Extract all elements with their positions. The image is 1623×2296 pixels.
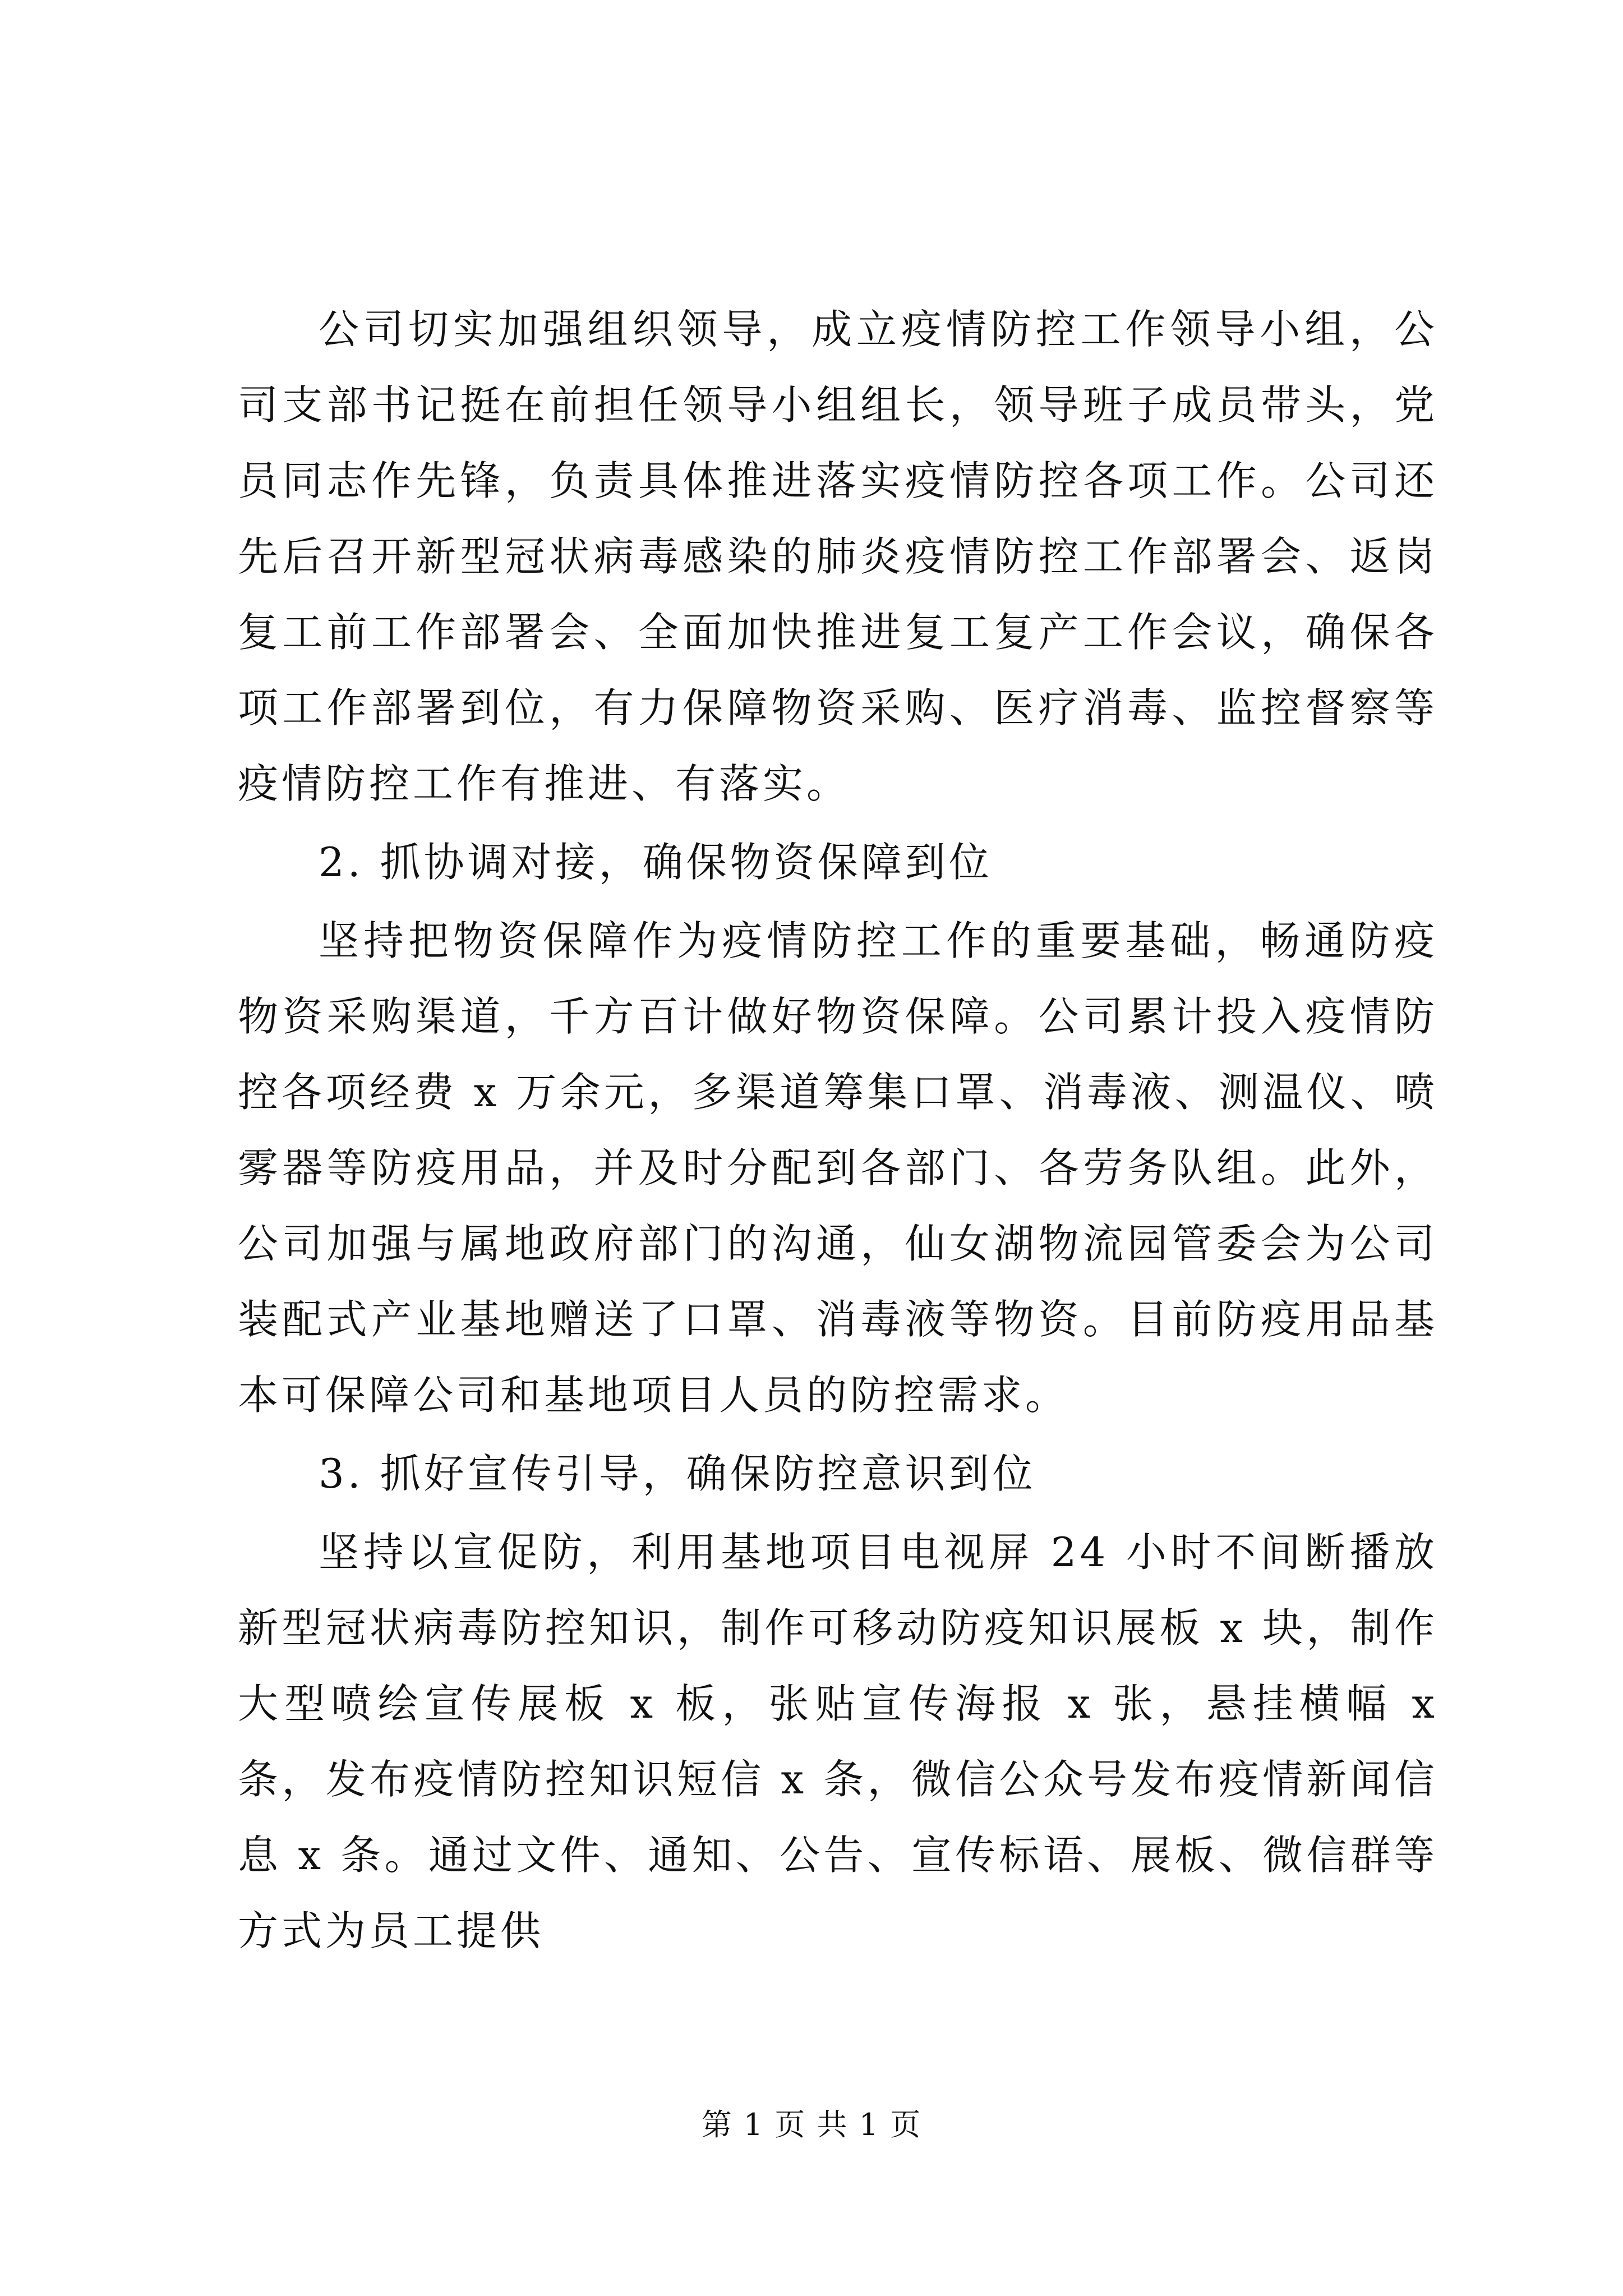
section-heading-3: 3. 抓好宣传引导，确保防控意识到位 — [319, 1450, 1036, 1497]
page-footer: 第 1 页 共 1 页 — [701, 2107, 922, 2142]
section-heading-2: 2. 抓协调对接，确保物资保障到位 — [319, 839, 993, 886]
paragraph-material-supply: 坚持把物资保障作为疫情防控工作的重要基础，畅通防疫物资采购渠道，千方百计做好物资保障。公司累计投入疫情防控各项经费 x 万余元，多渠道筹集口罩、消毒液、测温仪、喷雾器等防疫用品，并及时分配到各部门、各劳务队组。此外，公司加强与属地政府部门的沟通，仙女湖物流园管委会为公司装配式产业基地赠送了口罩、消毒液等物资。目前防疫用品基本可保障公司和基地项目人员的防控需求。 — [238, 917, 1438, 1419]
document-body — [238, 292, 1438, 1969]
paragraph-publicity: 坚持以宣促防，利用基地项目电视屏 24 小时不间断播放新型冠状病毒防控知识，制作可移动防疫知识展板 x 块，制作大型喷绘宣传展板 x 板，张贴宣传海报 x 张，悬挂横幅 x 条，发布疫情防控知识短信 x 条，微信公众号发布疫情新闻信息 x 条。通过文件、通知、公告、宣传标语、展板、微信群等方式为员工提供 — [238, 1529, 1438, 1954]
paragraph-organization-leadership: 公司切实加强组织领导，成立疫情防控工作领导小组，公司支部书记挺在前担任领导小组组长，领导班子成员带头，党员同志作先锋，负责具体推进落实疫情防控各项工作。公司还先后召开新型冠状病毒感染的肺炎疫情防控工作部署会、返岗复工前工作部署会、全面加快推进复工复产工作会议，确保各项工作部署到位，有力保障物资采购、医疗消毒、监控督察等疫情防控工作有推进、有落实。 — [238, 306, 1438, 807]
